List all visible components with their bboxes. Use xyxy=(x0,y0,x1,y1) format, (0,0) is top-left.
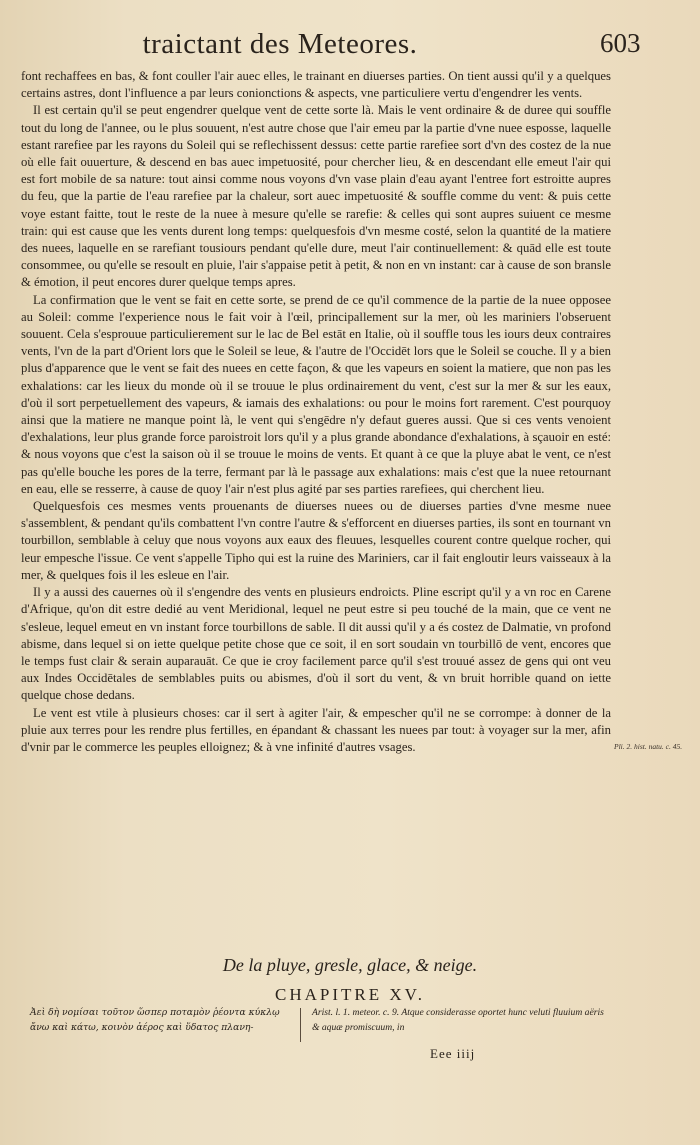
footnote-latin: Arist. l. 1. meteor. c. 9. Atque considerasse oportet hunc veluti fluuium aëris & aquæ promiscuum, in xyxy=(312,1007,604,1033)
paragraph: Quelquesfois ces mesmes vents prouenants de diuerses nuees ou de diuerses parties d'vne mesme nuee s'assemblent, & pendant qu'ils combattent l'vn contre l'autre & s'efforcent en diuerses parties, ils sont en tournant vn tourbillon, semblable à celuy que nous voyons aux eaux des fleuues, lesquelles courent contre quelque rocher, qui leur empesche l'issue. Ce vent s'appelle Tipho qui est la ruine des Mariniers, car il fait engloutir leurs vaisseaux à la mer, & quelques fois il les esleue en l'air. xyxy=(21,499,611,582)
margin-note-pliny: Pli. 2. hist. natu. c. 45. xyxy=(614,742,683,751)
section-heading: De la pluye, gresle, glace, & neige. xyxy=(222,955,478,975)
signature-mark: Eee iiij xyxy=(430,1046,476,1061)
paragraph: Il est certain qu'il se peut engendrer quelque vent de cette sorte là. Mais le vent ordinaire & de duree qui souffle tout du long de l'annee, ou le plus souuent, n'est autre chose que l'air emeu par la partie d'vne nuee esposse, laquelle estant rarefiee par les rayons du Soleil qui se reflechissent dessus: cette partie rarefiee sort d'vn des costez de la nue où elle fait ouuerture, & descend en bas auec impetuosité, pour chercher lieu, & en descendant elle emeut l'air qui est fort mobile de sa nature: tout ainsi comme nous voyons d'vn vase plain d'eau ayant l'entree fort estroitte aupres du feu, que la partie de l'eau rarefiee par la chaleur, sort auec impetuosité & souffle comme du vent: & puis cette voye estant faitte, tout le reste de la nuee à mesure qu'elle se rarefie: & celles qui sont aupres suiuent ce mesme train: qui est cause que les vents durent long temps: quelquesfois d'vn mesme costé, selon la quantité de la matiere des nuees, laquelle en se rarefiant tousiours pendant qu'elle dure, meut l'air continuellement: & quād elle est toute consommee, ou qu'elle se resoult en pluie, l'air s'appaise petit à petit, & non en vn instant: car à cause de son bransle & émotion, il peut encores durer quelque temps apres. xyxy=(21,103,611,290)
body-text xyxy=(21,68,611,756)
paragraph: font rechaffees en bas, & font couller l'air auec elles, le trainant en diuerses parties. On tient aussi qu'il y a quelques certains astres, dont l'influence a par leurs conionctions & aspects, vne particuliere vertu d'engendrer les vents. xyxy=(21,69,611,101)
paragraph: Il y a aussi des cauernes où il s'engendre des vents en plusieurs endroicts. Pline escript qu'il y a vn roc en Carene d'Afrique, qu'on dit estre dedié au vent Meridional, lequel ne peut estre si peu touché de la main, que ce vent ne s'esleue, lequel emeut en vn instant force tourbillons de sable. Il dit aussi qu'il y a és costez de Dalmatie, vn profond abisme, dans lequel si on iette quelque petite chose que ce soit, il en sort soudain vn tourbillō de vent, encores que le temps fust clair & serain auparauāt. Ce que ie croy facilement parce qu'il s'est trouué assez de gens qui ont veu aux Indes Occidētales de semblables puits ou abismes, d'où il sort du vent, & vn bruit horrible quand on iette quelque chose dedans. xyxy=(21,585,611,703)
footnote-greek: Ἀεὶ δὴ νομίσαι τοῦτον ὥσπερ ποταμὸν ῥέοντα κύκλῳ ἄνω καὶ κάτω, κοινὸν ἀέρος καὶ ὕδατος πλανη- xyxy=(30,1007,280,1033)
paragraph: La confirmation que le vent se fait en cette sorte, se prend de ce qu'il commence de la partie de la nuee opposee au Soleil: comme l'experience nous le fait voir à l'œil, principallement sur la mer, où les mariniers l'obseruent souuent. Cela s'esprouue particulierement sur le lac de Bel estāt en Italie, où il souffle tous les iours deux contraires vents, l'vn de la part d'Orient lors que le Soleil se leue, & l'autre de l'Occidēt lors que le Soleil se couche. Il y a bien plus d'apparence que le vent se fait des nuees en cette façon, & que les vapeurs en soient la matiere, que non pas les exhalations: car les lieux du monde où il se trouue le plus ordinairement du vent, c'est sur la mer & sur les eaux, d'où il sort perpetuellement des vapeurs, & iamais des exhalations: ou pour le moins fort rarement. C'est pourquoy ainsi que la matiere ne manque point là, le vent qui s'engēdre n'y defaut gueres aussi. Que si ces vents venoient d'exhalations, leur plus grande force paroistroit lors qu'il y a plus grande abondance d'exhalations, à sçauoir en esté: & nous voyons que c'est la saison où il se trouue le moins de vents. Et quant à ce que la pluye abat le vent, ce n'est pas qu'elle bouche les pores de la terre, fermant par là le passage aux exhalations: mais c'est que la nuee retournant en eau, elle se resserre, à cause de quoy l'air n'est plus agité par ses parties rarefiees, qui cherchent lieu. xyxy=(21,292,611,496)
running-header: traictant des Meteores. xyxy=(142,28,418,60)
page-number: 603 xyxy=(600,28,641,58)
paragraph: Le vent est vtile à plusieurs choses: car il sert à agiter l'air, & empescher qu'il ne se corrompe: à donner de la pluie aux terres pour les rendre plus fertilles, en épandant & chassant les nuees par tout: à voyager sur la mer, afin d'vnir par le commerce les peuples elloignez; & à vne infinité d'autres vsages. xyxy=(21,705,611,754)
footnote-divider xyxy=(300,1008,301,1042)
chapter-heading: CHAPITRE XV. xyxy=(275,985,425,1004)
